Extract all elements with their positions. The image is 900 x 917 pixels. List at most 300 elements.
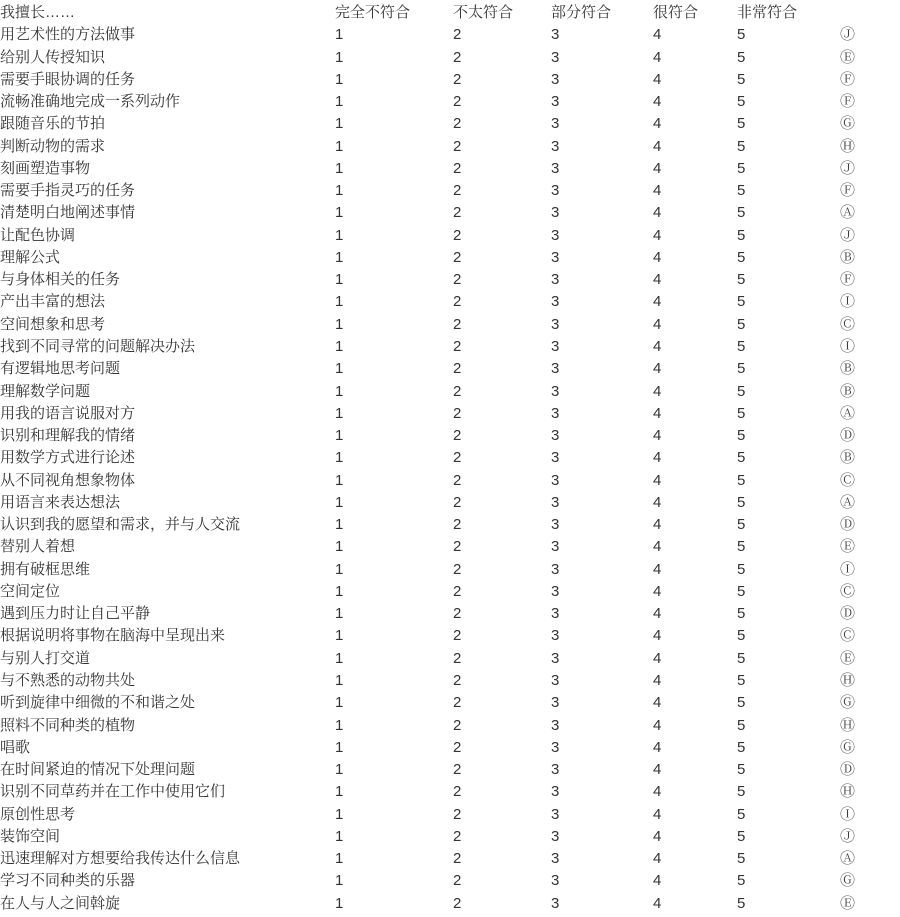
rating-option-2[interactable]: 2 — [453, 783, 462, 801]
rating-option-4[interactable]: 4 — [653, 337, 662, 355]
table-row — [0, 403, 900, 425]
item-label: 空间定位 — [0, 582, 61, 600]
table-row — [0, 69, 900, 91]
rating-option-4[interactable]: 4 — [653, 850, 662, 868]
rating-option-3[interactable]: 3 — [551, 248, 560, 266]
table-row — [0, 158, 900, 180]
rating-option-2[interactable]: 2 — [453, 493, 462, 511]
rating-option-2[interactable]: 2 — [453, 159, 462, 177]
rating-option-5[interactable]: 5 — [737, 894, 746, 912]
rating-option-1[interactable]: 1 — [335, 872, 344, 890]
rating-option-5[interactable]: 5 — [737, 271, 746, 289]
rating-option-4[interactable]: 4 — [653, 493, 662, 511]
rating-option-5[interactable]: 5 — [737, 427, 746, 445]
rating-option-4[interactable]: 4 — [653, 872, 662, 890]
item-label: 与别人打交道 — [0, 649, 91, 667]
rating-option-4[interactable]: 4 — [653, 315, 662, 333]
rating-option-1[interactable]: 1 — [335, 783, 344, 801]
rating-option-5[interactable]: 5 — [737, 538, 746, 556]
rating-option-3[interactable]: 3 — [551, 538, 560, 556]
rating-option-2[interactable]: 2 — [453, 360, 462, 378]
rating-option-1[interactable]: 1 — [335, 48, 344, 66]
table-row — [0, 24, 900, 46]
rating-option-1[interactable]: 1 — [335, 137, 344, 155]
category-code: Ⓒ — [840, 627, 856, 645]
scale-header-2: 不太符合 — [453, 4, 514, 21]
item-label: 让配色协调 — [0, 226, 76, 244]
category-code: Ⓑ — [840, 360, 856, 378]
rating-option-3[interactable]: 3 — [551, 894, 560, 912]
rating-option-3[interactable]: 3 — [551, 427, 560, 445]
rating-option-1[interactable]: 1 — [335, 761, 344, 779]
category-code: Ⓒ — [840, 315, 856, 333]
rating-option-5[interactable]: 5 — [737, 137, 746, 155]
category-code: Ⓘ — [840, 805, 856, 823]
item-label: 需要手眼协调的任务 — [0, 70, 136, 88]
rating-option-5[interactable]: 5 — [737, 70, 746, 88]
category-code: Ⓖ — [840, 738, 856, 756]
table-row — [0, 425, 900, 447]
item-label: 装饰空间 — [0, 827, 61, 845]
rating-option-1[interactable]: 1 — [335, 449, 344, 467]
rating-option-1[interactable]: 1 — [335, 716, 344, 734]
rating-option-3[interactable]: 3 — [551, 404, 560, 422]
rating-option-3[interactable]: 3 — [551, 449, 560, 467]
rating-option-2[interactable]: 2 — [453, 649, 462, 667]
rating-option-1[interactable]: 1 — [335, 115, 344, 133]
category-code: Ⓓ — [840, 427, 856, 445]
table-row — [0, 536, 900, 558]
table-row — [0, 180, 900, 202]
rating-option-3[interactable]: 3 — [551, 48, 560, 66]
rating-option-2[interactable]: 2 — [453, 738, 462, 756]
table-row — [0, 381, 900, 403]
table-row — [0, 269, 900, 291]
table-title: 我擅长…… — [0, 4, 76, 21]
rating-option-5[interactable]: 5 — [737, 783, 746, 801]
rating-option-2[interactable]: 2 — [453, 671, 462, 689]
item-label: 刻画塑造事物 — [0, 159, 91, 177]
rating-option-5[interactable]: 5 — [737, 449, 746, 467]
scale-header-1: 完全不符合 — [335, 4, 411, 21]
rating-option-2[interactable]: 2 — [453, 516, 462, 534]
rating-option-5[interactable]: 5 — [737, 471, 746, 489]
rating-option-4[interactable]: 4 — [653, 694, 662, 712]
item-label: 唱歌 — [0, 738, 31, 756]
rating-option-3[interactable]: 3 — [551, 70, 560, 88]
rating-option-5[interactable]: 5 — [737, 582, 746, 600]
rating-option-3[interactable]: 3 — [551, 159, 560, 177]
category-code: Ⓗ — [840, 783, 856, 801]
rating-option-4[interactable]: 4 — [653, 115, 662, 133]
rating-option-1[interactable]: 1 — [335, 226, 344, 244]
rating-option-4[interactable]: 4 — [653, 827, 662, 845]
table-row — [0, 202, 900, 224]
rating-option-4[interactable]: 4 — [653, 761, 662, 779]
item-label: 拥有破框思维 — [0, 560, 91, 578]
rating-option-3[interactable]: 3 — [551, 382, 560, 400]
item-label: 用数学方式进行论述 — [0, 449, 136, 467]
table-row — [0, 737, 900, 759]
item-label: 跟随音乐的节拍 — [0, 115, 106, 133]
category-code: Ⓖ — [840, 115, 856, 133]
table-body — [0, 24, 900, 915]
rating-option-4[interactable]: 4 — [653, 671, 662, 689]
rating-option-5[interactable]: 5 — [737, 404, 746, 422]
table-row — [0, 314, 900, 336]
category-code: Ⓖ — [840, 872, 856, 890]
rating-option-2[interactable]: 2 — [453, 115, 462, 133]
table-row — [0, 625, 900, 647]
rating-option-2[interactable]: 2 — [453, 716, 462, 734]
table-row — [0, 136, 900, 158]
item-label: 用语言来表达想法 — [0, 493, 121, 511]
category-code: Ⓗ — [840, 716, 856, 734]
rating-option-3[interactable]: 3 — [551, 137, 560, 155]
rating-option-1[interactable]: 1 — [335, 738, 344, 756]
item-label: 照料不同种类的植物 — [0, 716, 136, 734]
rating-option-2[interactable]: 2 — [453, 894, 462, 912]
rating-option-5[interactable]: 5 — [737, 226, 746, 244]
rating-option-4[interactable]: 4 — [653, 271, 662, 289]
rating-option-5[interactable]: 5 — [737, 315, 746, 333]
category-code: Ⓑ — [840, 449, 856, 467]
rating-option-3[interactable]: 3 — [551, 671, 560, 689]
rating-option-3[interactable]: 3 — [551, 471, 560, 489]
category-code: Ⓐ — [840, 204, 856, 222]
rating-option-4[interactable]: 4 — [653, 382, 662, 400]
item-label: 空间想象和思考 — [0, 315, 106, 333]
rating-option-2[interactable]: 2 — [453, 872, 462, 890]
rating-option-2[interactable]: 2 — [453, 315, 462, 333]
rating-option-4[interactable]: 4 — [653, 538, 662, 556]
rating-option-3[interactable]: 3 — [551, 560, 560, 578]
rating-option-2[interactable]: 2 — [453, 293, 462, 311]
rating-option-3[interactable]: 3 — [551, 761, 560, 779]
rating-option-1[interactable]: 1 — [335, 271, 344, 289]
rating-option-4[interactable]: 4 — [653, 137, 662, 155]
rating-option-3[interactable]: 3 — [551, 271, 560, 289]
category-code: Ⓘ — [840, 293, 856, 311]
rating-option-3[interactable]: 3 — [551, 827, 560, 845]
rating-option-5[interactable]: 5 — [737, 560, 746, 578]
rating-option-2[interactable]: 2 — [453, 538, 462, 556]
item-label: 听到旋律中细微的不和谐之处 — [0, 694, 196, 712]
rating-option-1[interactable]: 1 — [335, 538, 344, 556]
rating-option-2[interactable]: 2 — [453, 248, 462, 266]
rating-option-1[interactable]: 1 — [335, 248, 344, 266]
rating-option-4[interactable]: 4 — [653, 248, 662, 266]
table-row — [0, 603, 900, 625]
rating-option-5[interactable]: 5 — [737, 738, 746, 756]
rating-option-2[interactable]: 2 — [453, 850, 462, 868]
rating-option-1[interactable]: 1 — [335, 694, 344, 712]
rating-option-3[interactable]: 3 — [551, 115, 560, 133]
rating-option-2[interactable]: 2 — [453, 137, 462, 155]
item-label: 迅速理解对方想要给我传达什么信息 — [0, 850, 241, 868]
scale-header-4: 很符合 — [653, 4, 699, 21]
rating-option-4[interactable]: 4 — [653, 360, 662, 378]
rating-option-5[interactable]: 5 — [737, 48, 746, 66]
table-row — [0, 358, 900, 380]
rating-option-4[interactable]: 4 — [653, 649, 662, 667]
rating-option-1[interactable]: 1 — [335, 159, 344, 177]
rating-option-2[interactable]: 2 — [453, 337, 462, 355]
category-code: Ⓑ — [840, 382, 856, 400]
rating-option-1[interactable]: 1 — [335, 293, 344, 311]
table-row — [0, 692, 900, 714]
item-label: 认识到我的愿望和需求，并与人交流 — [0, 516, 241, 534]
rating-option-1[interactable]: 1 — [335, 671, 344, 689]
rating-option-5[interactable]: 5 — [737, 115, 746, 133]
rating-option-3[interactable]: 3 — [551, 360, 560, 378]
rating-option-5[interactable]: 5 — [737, 204, 746, 222]
rating-option-3[interactable]: 3 — [551, 716, 560, 734]
table-row — [0, 247, 900, 269]
item-label: 用我的语言说服对方 — [0, 404, 136, 422]
rating-option-3[interactable]: 3 — [551, 738, 560, 756]
rating-option-2[interactable]: 2 — [453, 226, 462, 244]
rating-option-2[interactable]: 2 — [453, 827, 462, 845]
table-row — [0, 670, 900, 692]
rating-option-3[interactable]: 3 — [551, 694, 560, 712]
table-row — [0, 559, 900, 581]
rating-option-5[interactable]: 5 — [737, 671, 746, 689]
rating-option-5[interactable]: 5 — [737, 605, 746, 623]
rating-option-1[interactable]: 1 — [335, 360, 344, 378]
table-row — [0, 648, 900, 670]
rating-option-3[interactable]: 3 — [551, 204, 560, 222]
category-code: Ⓘ — [840, 337, 856, 355]
rating-option-2[interactable]: 2 — [453, 805, 462, 823]
rating-option-2[interactable]: 2 — [453, 449, 462, 467]
rating-option-4[interactable]: 4 — [653, 182, 662, 200]
rating-option-4[interactable]: 4 — [653, 783, 662, 801]
category-code: Ⓙ — [840, 226, 856, 244]
item-label: 与不熟悉的动物共处 — [0, 671, 136, 689]
rating-option-2[interactable]: 2 — [453, 48, 462, 66]
category-code: Ⓓ — [840, 605, 856, 623]
rating-option-4[interactable]: 4 — [653, 716, 662, 734]
rating-option-4[interactable]: 4 — [653, 605, 662, 623]
rating-option-3[interactable]: 3 — [551, 516, 560, 534]
category-code: Ⓓ — [840, 761, 856, 779]
rating-option-2[interactable]: 2 — [453, 182, 462, 200]
rating-option-4[interactable]: 4 — [653, 93, 662, 111]
rating-option-5[interactable]: 5 — [737, 827, 746, 845]
rating-option-3[interactable]: 3 — [551, 337, 560, 355]
category-code: Ⓖ — [840, 694, 856, 712]
rating-option-2[interactable]: 2 — [453, 427, 462, 445]
rating-option-2[interactable]: 2 — [453, 694, 462, 712]
rating-option-5[interactable]: 5 — [737, 26, 746, 44]
rating-option-4[interactable]: 4 — [653, 894, 662, 912]
rating-option-4[interactable]: 4 — [653, 738, 662, 756]
rating-option-5[interactable]: 5 — [737, 627, 746, 645]
category-code: Ⓙ — [840, 827, 856, 845]
rating-option-3[interactable]: 3 — [551, 872, 560, 890]
rating-option-4[interactable]: 4 — [653, 26, 662, 44]
rating-option-5[interactable]: 5 — [737, 337, 746, 355]
category-code: Ⓗ — [840, 671, 856, 689]
rating-option-2[interactable]: 2 — [453, 605, 462, 623]
rating-option-2[interactable]: 2 — [453, 271, 462, 289]
rating-option-2[interactable]: 2 — [453, 404, 462, 422]
rating-option-1[interactable]: 1 — [335, 204, 344, 222]
item-label: 识别不同草药并在工作中使用它们 — [0, 783, 226, 801]
rating-option-1[interactable]: 1 — [335, 427, 344, 445]
item-label: 与身体相关的任务 — [0, 271, 121, 289]
item-label: 有逻辑地思考问题 — [0, 360, 121, 378]
rating-option-5[interactable]: 5 — [737, 850, 746, 868]
category-code: Ⓙ — [840, 159, 856, 177]
rating-option-3[interactable]: 3 — [551, 850, 560, 868]
rating-option-4[interactable]: 4 — [653, 48, 662, 66]
rating-option-3[interactable]: 3 — [551, 182, 560, 200]
category-code: Ⓕ — [840, 271, 856, 289]
rating-option-1[interactable]: 1 — [335, 382, 344, 400]
rating-option-1[interactable]: 1 — [335, 805, 344, 823]
rating-option-4[interactable]: 4 — [653, 805, 662, 823]
table-row — [0, 514, 900, 536]
rating-option-5[interactable]: 5 — [737, 93, 746, 111]
category-code: Ⓕ — [840, 70, 856, 88]
rating-option-2[interactable]: 2 — [453, 26, 462, 44]
rating-option-5[interactable]: 5 — [737, 159, 746, 177]
rating-option-3[interactable]: 3 — [551, 649, 560, 667]
category-code: Ⓐ — [840, 850, 856, 868]
rating-option-1[interactable]: 1 — [335, 827, 344, 845]
rating-option-5[interactable]: 5 — [737, 293, 746, 311]
rating-option-1[interactable]: 1 — [335, 70, 344, 88]
rating-option-5[interactable]: 5 — [737, 516, 746, 534]
rating-option-4[interactable]: 4 — [653, 404, 662, 422]
item-label: 识别和理解我的情绪 — [0, 427, 136, 445]
category-code: Ⓔ — [840, 649, 856, 667]
rating-option-1[interactable]: 1 — [335, 516, 344, 534]
rating-option-2[interactable]: 2 — [453, 560, 462, 578]
category-code: Ⓓ — [840, 516, 856, 534]
rating-option-4[interactable]: 4 — [653, 471, 662, 489]
rating-option-2[interactable]: 2 — [453, 70, 462, 88]
rating-option-5[interactable]: 5 — [737, 872, 746, 890]
rating-option-5[interactable]: 5 — [737, 382, 746, 400]
rating-option-3[interactable]: 3 — [551, 605, 560, 623]
rating-option-3[interactable]: 3 — [551, 26, 560, 44]
item-label: 流畅准确地完成一系列动作 — [0, 93, 181, 111]
rating-option-3[interactable]: 3 — [551, 783, 560, 801]
rating-option-2[interactable]: 2 — [453, 582, 462, 600]
scale-header-3: 部分符合 — [551, 4, 612, 21]
rating-option-1[interactable]: 1 — [335, 582, 344, 600]
category-code: Ⓒ — [840, 471, 856, 489]
rating-option-5[interactable]: 5 — [737, 493, 746, 511]
rating-option-1[interactable]: 1 — [335, 627, 344, 645]
rating-option-3[interactable]: 3 — [551, 805, 560, 823]
category-code: Ⓑ — [840, 248, 856, 266]
category-code: Ⓐ — [840, 493, 856, 511]
rating-option-3[interactable]: 3 — [551, 627, 560, 645]
rating-option-3[interactable]: 3 — [551, 93, 560, 111]
rating-option-2[interactable]: 2 — [453, 204, 462, 222]
rating-option-1[interactable]: 1 — [335, 182, 344, 200]
table-row — [0, 715, 900, 737]
rating-option-4[interactable]: 4 — [653, 293, 662, 311]
rating-option-4[interactable]: 4 — [653, 560, 662, 578]
category-code: Ⓒ — [840, 582, 856, 600]
rating-option-3[interactable]: 3 — [551, 315, 560, 333]
rating-option-1[interactable]: 1 — [335, 26, 344, 44]
table-row — [0, 291, 900, 313]
rating-option-1[interactable]: 1 — [335, 493, 344, 511]
rating-option-3[interactable]: 3 — [551, 226, 560, 244]
category-code: Ⓐ — [840, 404, 856, 422]
table-row — [0, 447, 900, 469]
rating-option-3[interactable]: 3 — [551, 493, 560, 511]
rating-option-1[interactable]: 1 — [335, 649, 344, 667]
rating-option-2[interactable]: 2 — [453, 382, 462, 400]
rating-option-5[interactable]: 5 — [737, 360, 746, 378]
table-row — [0, 336, 900, 358]
table-row — [0, 804, 900, 826]
item-label: 根据说明将事物在脑海中呈现出来 — [0, 627, 226, 645]
rating-option-5[interactable]: 5 — [737, 805, 746, 823]
rating-option-1[interactable]: 1 — [335, 337, 344, 355]
rating-option-4[interactable]: 4 — [653, 159, 662, 177]
rating-option-4[interactable]: 4 — [653, 627, 662, 645]
rating-option-3[interactable]: 3 — [551, 582, 560, 600]
rating-option-4[interactable]: 4 — [653, 516, 662, 534]
table-row — [0, 91, 900, 113]
rating-option-1[interactable]: 1 — [335, 93, 344, 111]
rating-option-2[interactable]: 2 — [453, 627, 462, 645]
rating-option-4[interactable]: 4 — [653, 449, 662, 467]
category-code: Ⓔ — [840, 538, 856, 556]
rating-option-3[interactable]: 3 — [551, 293, 560, 311]
rating-option-4[interactable]: 4 — [653, 70, 662, 88]
rating-option-5[interactable]: 5 — [737, 248, 746, 266]
category-code: Ⓕ — [840, 93, 856, 111]
item-label: 给别人传授知识 — [0, 48, 106, 66]
item-label: 理解公式 — [0, 248, 61, 266]
rating-option-2[interactable]: 2 — [453, 761, 462, 779]
rating-option-4[interactable]: 4 — [653, 226, 662, 244]
rating-option-1[interactable]: 1 — [335, 471, 344, 489]
rating-option-1[interactable]: 1 — [335, 850, 344, 868]
item-label: 学习不同种类的乐器 — [0, 872, 136, 890]
rating-option-4[interactable]: 4 — [653, 427, 662, 445]
table-row — [0, 492, 900, 514]
rating-option-1[interactable]: 1 — [335, 560, 344, 578]
rating-option-5[interactable]: 5 — [737, 716, 746, 734]
rating-option-5[interactable]: 5 — [737, 761, 746, 779]
header-row — [0, 2, 900, 24]
rating-option-5[interactable]: 5 — [737, 182, 746, 200]
rating-option-4[interactable]: 4 — [653, 204, 662, 222]
item-label: 替别人着想 — [0, 538, 76, 556]
item-label: 判断动物的需求 — [0, 137, 106, 155]
rating-option-2[interactable]: 2 — [453, 93, 462, 111]
table-row — [0, 781, 900, 803]
rating-option-1[interactable]: 1 — [335, 315, 344, 333]
rating-option-2[interactable]: 2 — [453, 471, 462, 489]
rating-option-1[interactable]: 1 — [335, 894, 344, 912]
rating-option-1[interactable]: 1 — [335, 605, 344, 623]
rating-option-1[interactable]: 1 — [335, 404, 344, 422]
rating-option-5[interactable]: 5 — [737, 649, 746, 667]
rating-option-5[interactable]: 5 — [737, 694, 746, 712]
rating-option-4[interactable]: 4 — [653, 582, 662, 600]
